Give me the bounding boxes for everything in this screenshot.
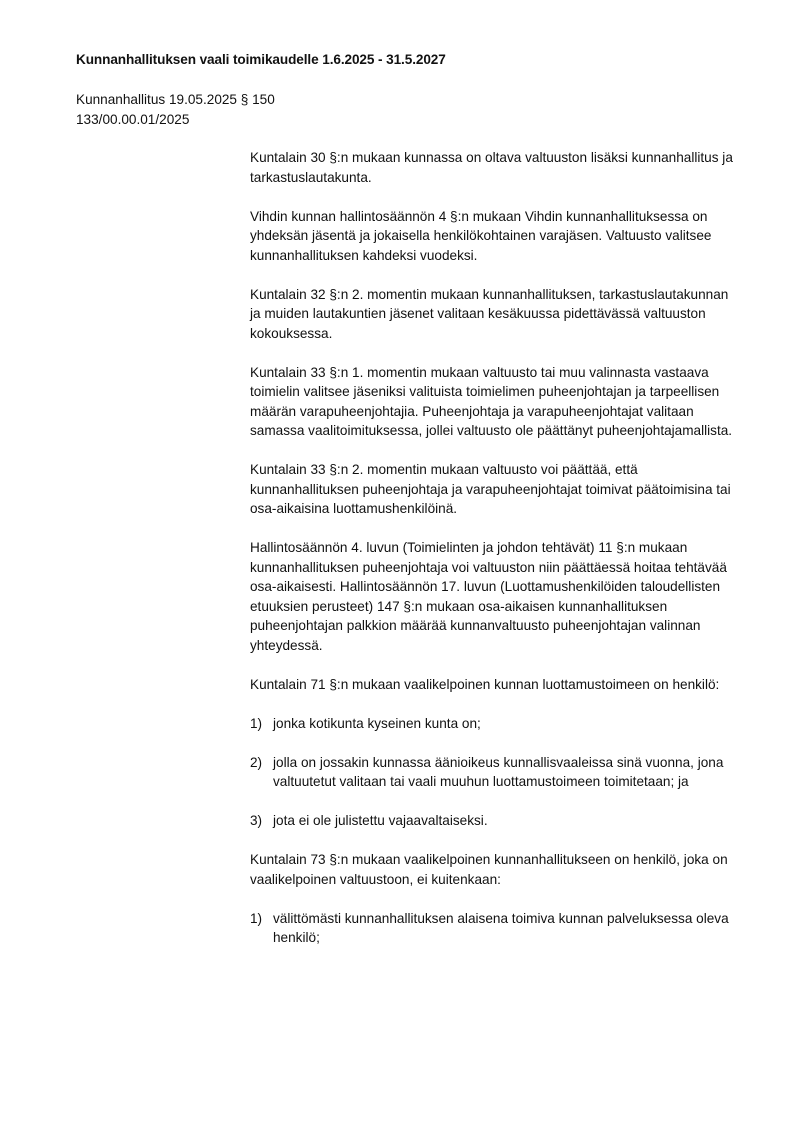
list-number: 1) [250, 715, 263, 731]
paragraph: Kuntalain 33 §:n 1. momentin mukaan valtuusto tai muu valinnasta vastaava toimielin valitsee jäseniksi valituista toimielimen puheenjohtajan ja tarpeellisen määrän varapuheenjohtajia. Puheenjohtaja ja varapuheenjohtajat valitaan samassa vaalitoimituksessa, jollei valtuusto ole päättänyt puheenjohtajamallista. [250, 364, 733, 438]
document-title: Kunnanhallituksen vaali toimikaudelle 1.6.2025 - 31.5.2027 [76, 52, 446, 67]
paragraph: Kuntalain 30 §:n mukaan kunnassa on oltava valtuuston lisäksi kunnanhallitus ja tarkastuslautakunta. [250, 150, 733, 185]
list-item [250, 811, 740, 831]
paragraph: Kuntalain 73 §:n mukaan vaalikelpoinen kunnanhallitukseen on henkilö, joka on vaalikelpoinen valtuustoon, ei kuitenkaan: [250, 852, 728, 887]
list-number: 2) [250, 754, 263, 770]
paragraph: Kuntalain 71 §:n mukaan vaalikelpoinen kunnan luottamustoimeen on henkilö: [250, 676, 720, 692]
paragraph: Kuntalain 33 §:n 2. momentin mukaan valtuusto voi päättää, että kunnanhallituksen puheenjohtaja ja varapuheenjohtajat toimivat päätoimisina tai osa-aikaisina luottamushenkilöinä. [250, 462, 731, 516]
list-text: välittömästi kunnanhallituksen alaisena toimiva kunnan palveluksessa oleva henkilö; [273, 910, 729, 945]
meeting-reference: Kunnanhallitus 19.05.2025 § 150 [76, 92, 275, 107]
case-number: 133/00.00.01/2025 [76, 111, 190, 127]
list-number: 1) [250, 910, 263, 926]
document-body [250, 148, 740, 967]
list-text: jonka kotikunta kyseinen kunta on; [273, 715, 481, 731]
document-meta [76, 90, 275, 129]
list-item [250, 753, 740, 792]
list-text: jota ei ole julistettu vajaavaltaiseksi. [273, 813, 488, 828]
list-item [250, 909, 740, 948]
list-number: 3) [250, 813, 263, 828]
paragraph: Kuntalain 32 §:n 2. momentin mukaan kunnanhallituksen, tarkastuslautakunnan ja muiden lautakuntien jäsenet valitaan kesäkuussa pidettävässä valtuuston kokouksessa. [250, 286, 729, 341]
list-item [250, 714, 740, 734]
paragraph: Vihdin kunnan hallintosäännön 4 §:n mukaan Vihdin kunnanhallituksessa on yhdeksän jäsentä ja jokaisella henkilökohtainen varajäsen. Valtuusto valitsee kunnanhallituksen kahdeksi vuodeksi. [250, 208, 712, 263]
list-text: jolla on jossakin kunnassa äänioikeus kunnallisvaaleissa sinä vuonna, jona valtuutetut valitaan tai vaali muuhun luottamustoimeen toimitetaan; ja [273, 754, 724, 789]
paragraph: Hallintosäännön 4. luvun (Toimielinten ja johdon tehtävät) 11 §:n mukaan kunnanhallituksen puheenjohtaja voi valtuuston niin päättäessä hoitaa tehtävää osa-aikaisesti. Hallintosäännön 17. luvun (Luottamushenkilöiden taloudellisten etuuksien perusteet) 147 §:n mukaan osa-aikaisen kunnanhallituksen puheenjohtajan palkkion määrää kunnanvaltuusto puheenjohtajan valinnan yhteydessä. [250, 540, 727, 653]
